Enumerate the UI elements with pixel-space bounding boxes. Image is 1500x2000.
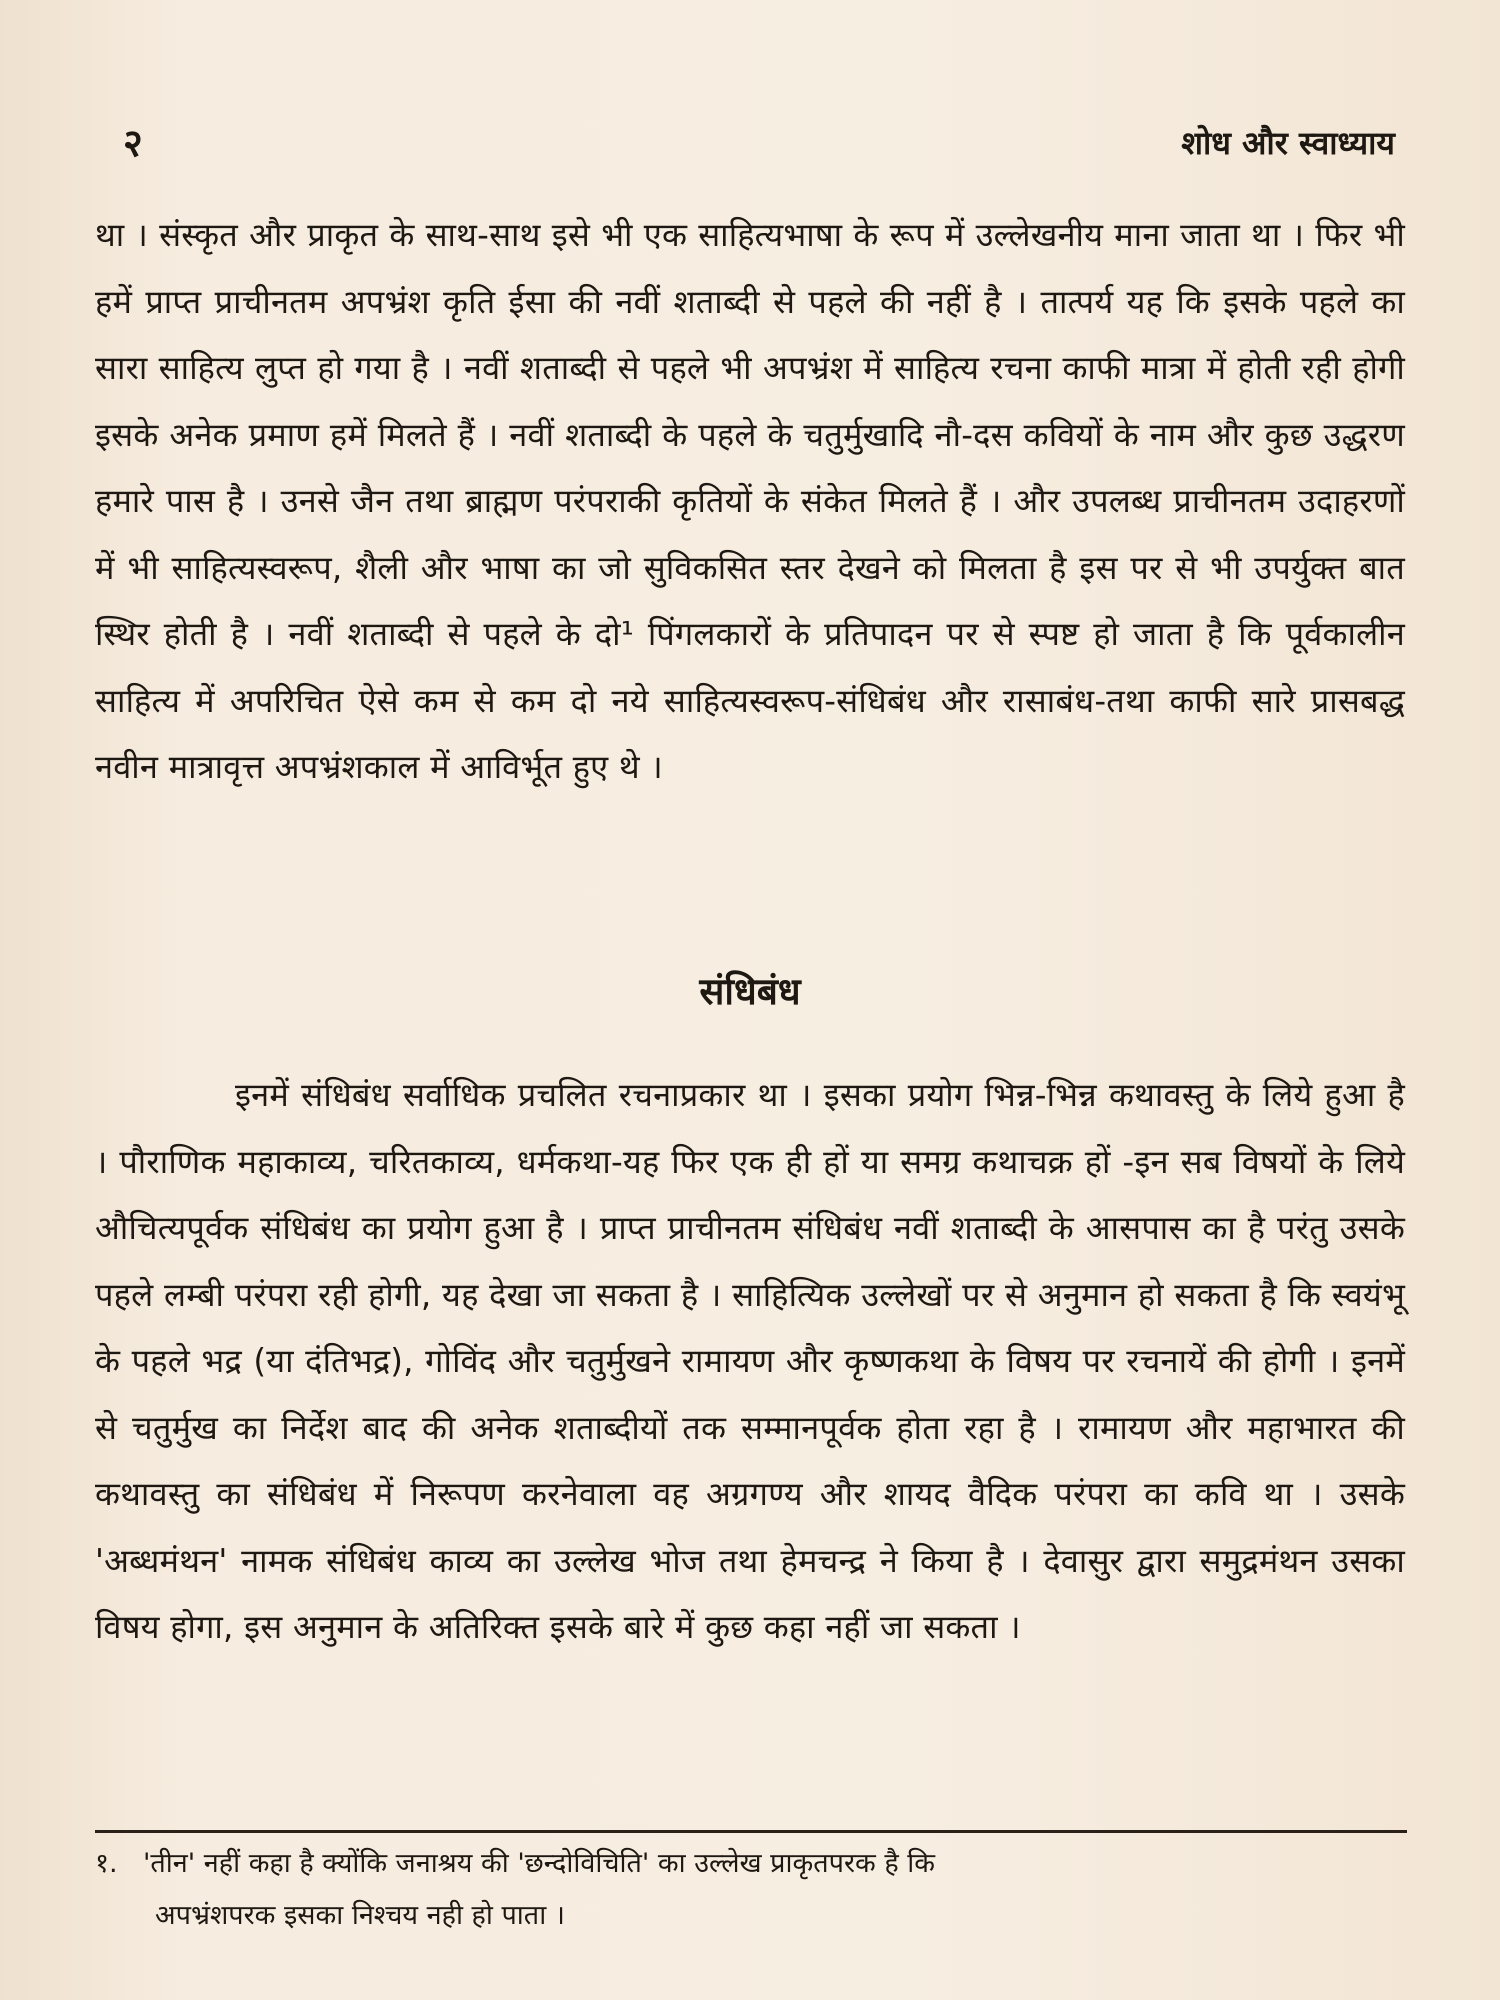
footnote-divider xyxy=(95,1830,1407,1833)
paragraph-intro: था । संस्कृत और प्राकृत के साथ-साथ इसे भी एक साहित्यभाषा के रूप में उल्लेखनीय माना जाता था । फिर भी हमें प्राप्त प्राचीनतम अपभ्रंश कृति ईसा की नवीं शताब्दी से पहले की नहीं है । तात्पर्य यह कि इसके पहले का सारा साहित्य लुप्त हो गया है । नवीं शताब्दी से पहले भी अपभ्रंश में साहित्य रचना काफी मात्रा में होती रही होगी इसके अनेक प्रमाण हमें मिलते हैं । नवीं शताब्दी के पहले के चतुर्मुखादि नौ-दस कवियों के नाम और कुछ उद्धरण हमारे पास है । उनसे जैन तथा ब्राह्मण परंपराकी कृतियों के संकेत मिलते हैं । और उपलब्ध प्राचीनतम उदाहरणों में भी साहित्यस्वरूप, शैली और भाषा का जो सुविकसित स्तर देखने को मिलता है इस पर से भी उपर्युक्त बात स्थिर होती है । नवीं शताब्दी से पहले के दो¹ पिंगलकारों के प्रतिपादन पर से स्पष्ट हो जाता है कि पूर्वकालीन साहित्य में अपरिचित ऐसे कम से कम दो नये साहित्यस्वरूप-संधिबंध और रासाबंध-तथा काफी सारे प्रासबद्ध नवीन मात्रावृत्त अपभ्रंशकाल में आविर्भूत हुए थे । xyxy=(95,216,1406,786)
footnote-text-2: अपभ्रंशपरक इसका निश्चय नही हो पाता । xyxy=(155,1900,566,1931)
footnote-text-1: 'तीन' नहीं कहा है क्योंकि जनाश्रय की 'छन्दोविचिति' का उल्लेख प्राकृतपरक है कि xyxy=(143,1848,935,1879)
section-heading: संधिबंध xyxy=(699,970,801,1013)
footnote-line-1 xyxy=(95,1838,1405,1890)
running-head: शोध और स्वाध्याय xyxy=(1181,124,1395,162)
footnote-marker: १. xyxy=(95,1848,118,1879)
page-header xyxy=(95,118,1395,168)
page-number: २ xyxy=(123,121,143,165)
footnote xyxy=(95,1838,1405,1942)
paragraph-sandhibandh: इनमें संधिबंध सर्वाधिक प्रचलित रचनाप्रकार था । इसका प्रयोग भिन्न-भिन्न कथावस्तु के लिये हुआ है । पौराणिक महाकाव्य, चरितकाव्य, धर्मकथा-यह फिर एक ही हों या समग्र कथाचक्र हों -इन सब विषयों के लिये औचित्यपूर्वक संधिबंध का प्रयोग हुआ है । प्राप्त प्राचीनतम संधिबंध नवीं शताब्दी के आसपास का है परंतु उसके पहले लम्बी परंपरा रही होगी, यह देखा जा सकता है । साहित्यिक उल्लेखों पर से अनुमान हो सकता है कि स्वयंभू के पहले भद्र (या दंतिभद्र), गोविंद और चतुर्मुखने रामायण और कृष्णकथा के विषय पर रचनायें की होगी । इनमें से चतुर्मुख का निर्देश बाद की अनेक शताब्दीयों तक सम्मानपूर्वक होता रहा है । रामायण और महाभारत की कथावस्तु का संधिबंध में निरूपण करनेवाला वह अग्रगण्य और शायद वैदिक परंपरा का कवि था । उसके 'अब्धमंथन' नामक संधिबंध काव्य का उल्लेख भोज तथा हेमचन्द्र ने किया है । देवासुर द्वारा समुद्रमंथन उसका विषय होगा, इस अनुमान के अतिरिक्त इसके बारे में कुछ कहा नहीं जा सकता । xyxy=(95,1076,1405,1646)
